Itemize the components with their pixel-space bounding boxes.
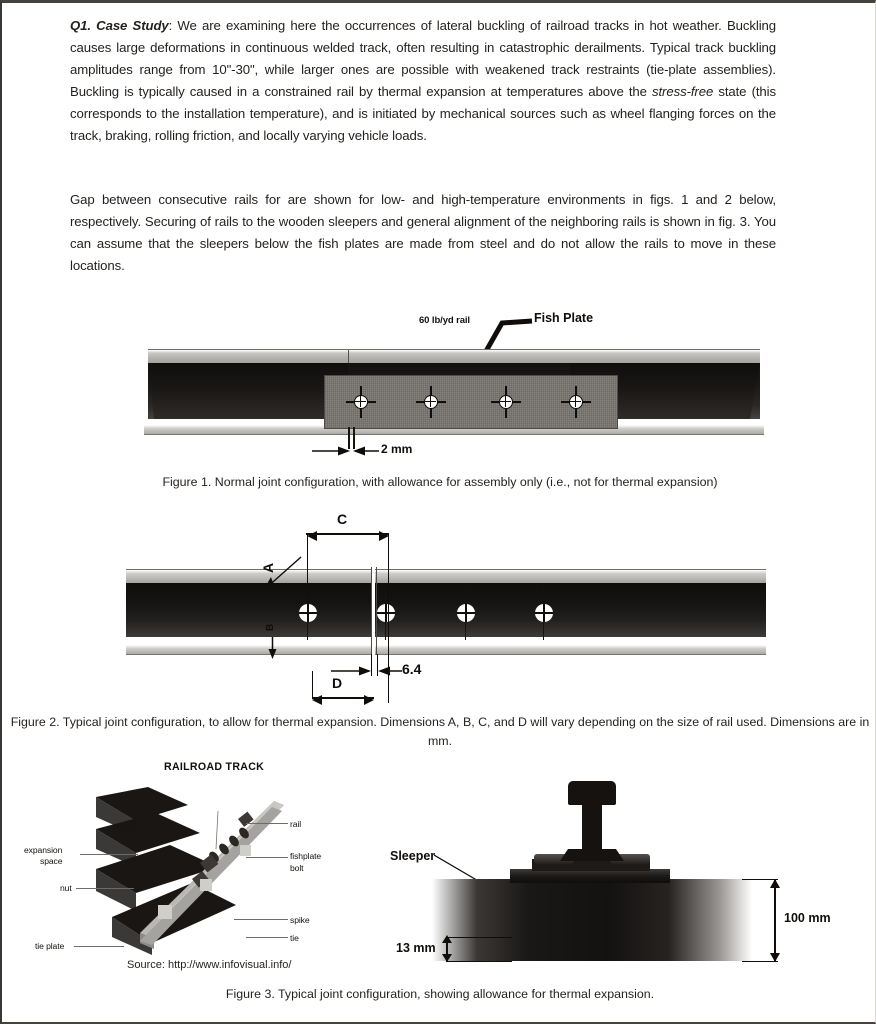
rail-base-profile xyxy=(126,645,766,655)
dimension-a-leader-line xyxy=(259,555,303,591)
dimension-arrow-right xyxy=(353,446,379,456)
dimension-c-arrow-left xyxy=(307,531,317,541)
label-nut: nut xyxy=(60,883,72,893)
leader-tie-plate xyxy=(74,946,124,947)
figure-2-diagram xyxy=(126,511,766,709)
rail-head xyxy=(568,781,616,805)
dimension-c-arrow-right xyxy=(379,531,389,541)
label-rail: rail xyxy=(290,819,302,829)
sleeper-label: Sleeper xyxy=(390,849,436,863)
joint-edge-left xyxy=(371,567,372,655)
bolt-icon xyxy=(351,392,371,412)
dimension-b-arrow xyxy=(268,637,277,659)
sleeper-body xyxy=(432,879,752,961)
photo-title: RAILROAD TRACK xyxy=(164,761,265,773)
rail-joint-gap xyxy=(372,567,375,655)
dimension-c-extension-left xyxy=(307,533,308,609)
rail-head-profile xyxy=(126,569,766,584)
bolt-icon xyxy=(377,604,395,622)
label-expansion: expansion xyxy=(24,845,63,855)
figure-1-diagram xyxy=(144,303,764,468)
tie-plate-body xyxy=(510,869,670,883)
rail-web-left xyxy=(148,363,348,419)
photo-source: Source: http://www.infovisual.info/ xyxy=(127,959,292,971)
case-study-lead: Q1. Case Study xyxy=(70,18,169,33)
dimension-b-label: B xyxy=(265,623,276,631)
height-arrow-bottom xyxy=(770,953,780,962)
dimension-a-label: A xyxy=(260,562,276,573)
dimension-d-arrow-right xyxy=(364,695,374,705)
leader-nut xyxy=(76,888,134,889)
railroad-track-photo xyxy=(96,783,284,955)
gap-dimension-label: 6.4 xyxy=(402,661,422,677)
dimension-c-extension-right xyxy=(388,533,389,703)
label-bolt: bolt xyxy=(290,863,304,873)
rail-web-profile xyxy=(126,583,766,637)
bolt-icon xyxy=(457,604,475,622)
height-arrow-top xyxy=(770,879,780,888)
label-spike: spike xyxy=(290,915,310,925)
case-study-body: : We are examining here the occurrences of lateral buckling of railroad tracks in hot weather. Buckling causes large deformations in continuous welded track, often resulting in catastrophic derailments. Typical track buckling amplitudes range from 10"-30", while larger ones are possible with weakened track restraints (tie-plate assemblies). Buckling is typically caused in a constrained rail by thermal expansion at temperatures above the xyxy=(70,18,777,100)
dimension-gap-arrow-right xyxy=(378,666,402,676)
plate-arrow-bottom xyxy=(442,954,452,962)
dimension-c-line xyxy=(306,533,389,535)
paragraph-gap-description: Gap between consecutive rails for are shown for low- and high-temperature environments in figs. 1 and 2 below, respectively. Securing of rails to the wooden sleepers and general alignment of the neighboring rails is shown in fig. 3. You can assume that the sleepers below the fish plates are made from steel and do not allow the rails to move in these locations. xyxy=(70,192,776,274)
fish-plate-label: Fish Plate xyxy=(534,311,594,325)
leader-tie xyxy=(246,937,288,938)
bolt-icon xyxy=(421,392,441,412)
case-study-tail: state (this corresponds to the installation temperature), and is initiated by mechanical sources such as wheel flanging forces on the track, braking, rolling friction, and locally varying vehicle loads. xyxy=(70,84,776,144)
figure-3-photo-panel xyxy=(24,761,374,981)
leader-expansion xyxy=(80,854,138,855)
dimension-d-arrow-left xyxy=(312,695,322,705)
dimension-arrow-left xyxy=(312,446,350,456)
gap-extension-left xyxy=(371,654,372,676)
dimension-c-label: C xyxy=(337,511,348,527)
stress-free-emphasis: stress-free xyxy=(652,84,714,100)
figure-2-caption: Figure 2. Typical joint configuration, to allow for thermal expansion. Dimensions A, B, C, and D will vary depending on the size of rail used. Dimensions are in mm. xyxy=(10,715,870,748)
dimension-d-label: D xyxy=(332,675,343,691)
plate-extension-top xyxy=(446,937,512,938)
plate-arrow-top xyxy=(442,935,452,943)
bolt-icon xyxy=(566,392,586,412)
label-space: space xyxy=(40,856,63,866)
height-dimension-label: 100 mm xyxy=(784,911,831,925)
leader-spike xyxy=(234,919,288,920)
leader-fishplate xyxy=(246,857,288,858)
label-fishplate: fishplate xyxy=(290,851,322,861)
plate-dimension-label: 13 mm xyxy=(396,941,436,955)
figure-3-cross-section xyxy=(382,761,862,983)
paragraph-case-study xyxy=(70,15,776,148)
fish-plate-body xyxy=(324,375,618,429)
rail-web xyxy=(582,803,602,851)
leader-rail xyxy=(246,823,288,824)
bolt-icon xyxy=(496,392,516,412)
height-dimension-line xyxy=(774,880,776,962)
label-tie: tie xyxy=(290,933,299,943)
bolt-icon xyxy=(535,604,553,622)
figure-1-caption: Figure 1. Normal joint configuration, with allowance for assembly only (i.e., not for thermal expansion) xyxy=(162,475,718,489)
plate-extension-bottom xyxy=(446,961,512,962)
rail-weight-label: 60 lb/yd rail xyxy=(419,315,470,326)
figure-3-caption: Figure 3. Typical joint configuration, showing allowance for thermal expansion. xyxy=(225,987,655,1001)
rail-head-profile xyxy=(148,349,760,364)
label-tie-plate: tie plate xyxy=(35,941,65,951)
gap-dimension-label: 2 mm xyxy=(381,442,413,456)
